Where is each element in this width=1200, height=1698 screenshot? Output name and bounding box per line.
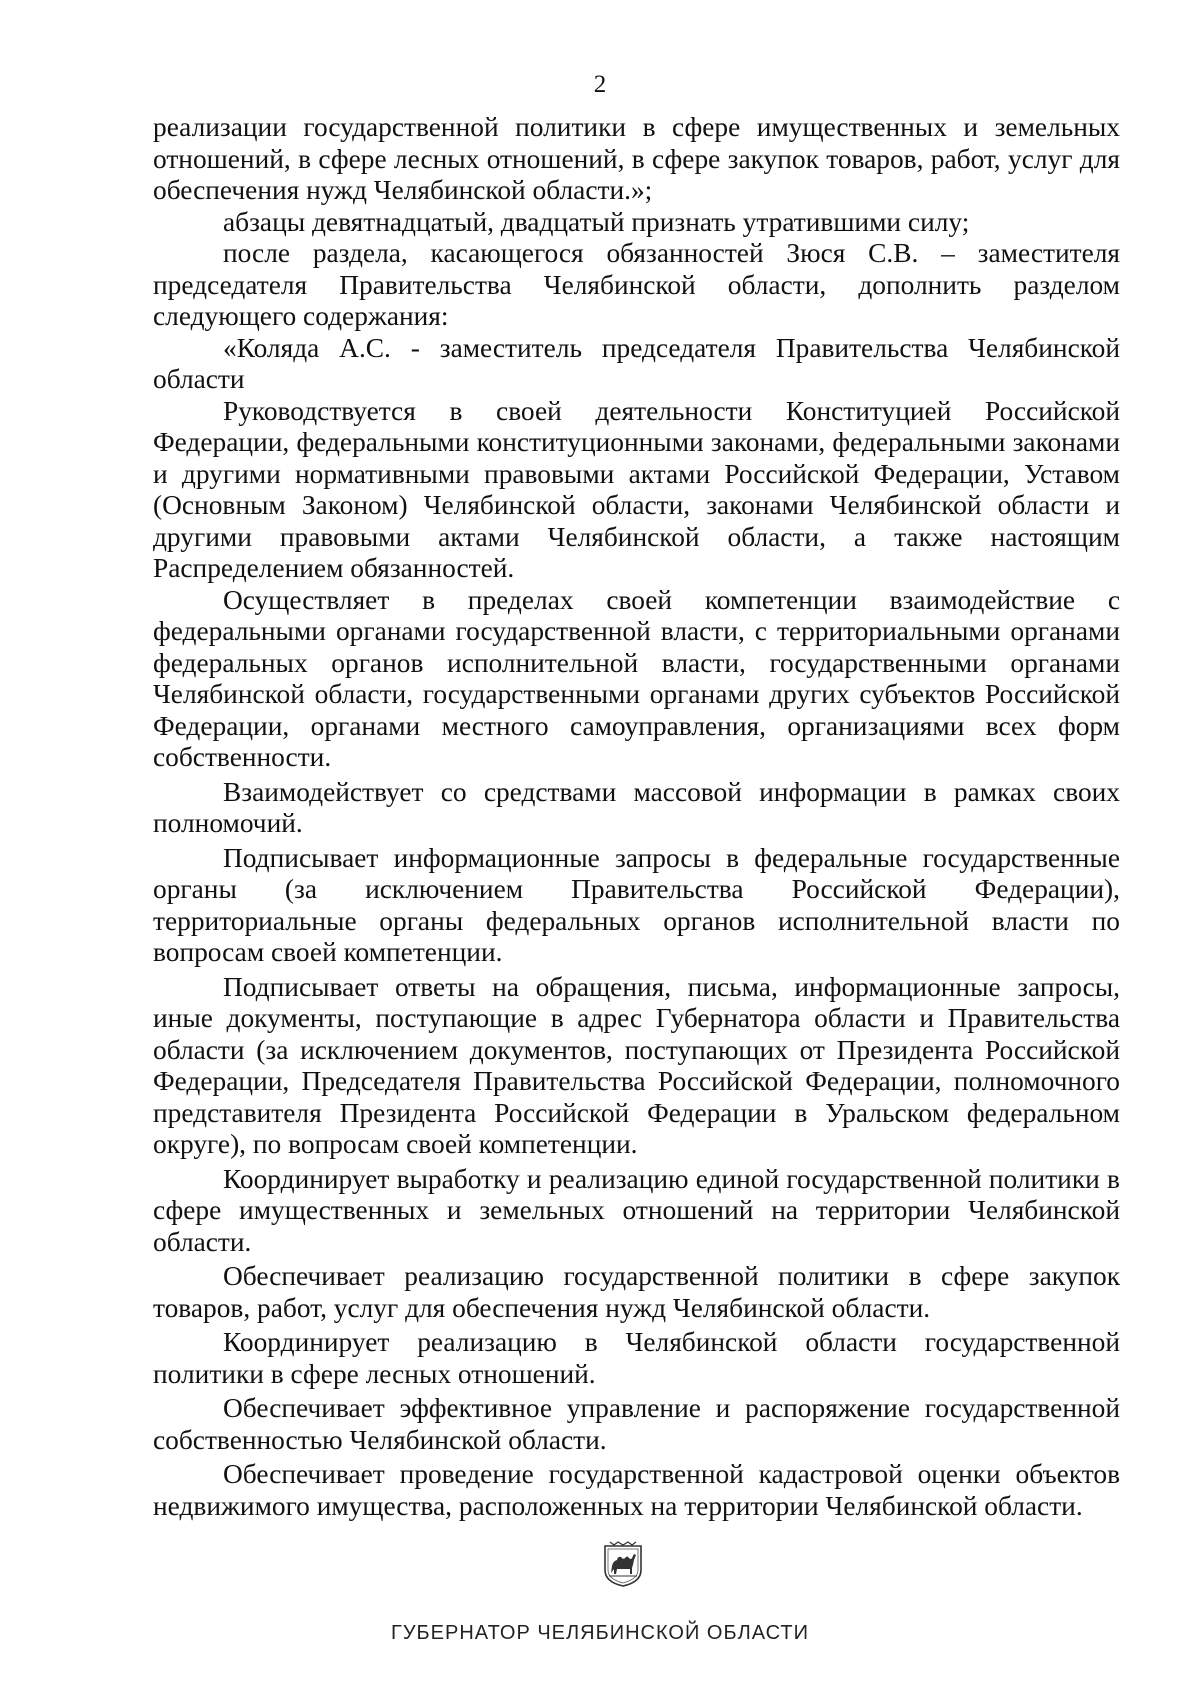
paragraph: Обеспечивает реализацию государственной политики в сфере закупок товаров, работ, услуг для обеспечения нужд Челябинской области.: [153, 1261, 1120, 1323]
paragraph: после раздела, касающегося обязанностей Зюся С.В. – заместителя председателя Правительства Челябинской области, дополнить разделом следующего содержания:: [153, 238, 1120, 331]
chelyabinsk-camel-emblem-icon: [601, 1540, 645, 1588]
page-number: 2: [593, 71, 607, 98]
document-body: [153, 112, 1120, 1522]
paragraph: Взаимодействует со средствами массовой информации в рамках своих полномочий.: [153, 776, 1120, 838]
section-heading: «Коляда А.С. - заместитель председателя Правительства Челябинской области: [153, 332, 1120, 394]
paragraph: Осуществляет в пределах своей компетенции взаимодействие с федеральными органами государственной власти, с территориальными органами федеральных органов исполнительной власти, государственными органами Челябинской области, государственными органами других субъектов Российской Федерации, органами местного самоуправления, организациями всех форм собственности.: [153, 584, 1120, 772]
paragraph: Координирует реализацию в Челябинской области государственной политики в сфере лесных отношений.: [153, 1327, 1120, 1389]
paragraph: Руководствуется в своей деятельности Конституцией Российской Федерации, федеральными конституционными законами, федеральными законами и другими нормативными правовыми актами Российской Федерации, Уставом (Основным Законом) Челябинской области, законами Челябинской области и другими правовыми актами Челябинской области, а также настоящим Распределением обязанностей.: [153, 395, 1120, 583]
paragraph: Обеспечивает проведение государственной кадастровой оценки объектов недвижимого имущества, расположенных на территории Челябинской области.: [153, 1459, 1120, 1521]
paragraph: Координирует выработку и реализацию единой государственной политики в сфере имущественных и земельных отношений на территории Челябинской области.: [153, 1163, 1120, 1257]
footer-title: ГУБЕРНАТОР ЧЕЛЯБИНСКОЙ ОБЛАСТИ: [391, 1622, 809, 1644]
paragraph: абзацы девятнадцатый, двадцатый признать утратившими силу;: [223, 206, 970, 237]
footer: [0, 1540, 1200, 1680]
paragraph: Подписывает информационные запросы в федеральные государственные органы (за исключением Правительства Российской Федерации), территориальные органы федеральных органов исполнительной власти по вопросам своей компетенции.: [153, 842, 1120, 967]
paragraph: Обеспечивает эффективное управление и распоряжение государственной собственностью Челябинской области.: [153, 1393, 1120, 1455]
paragraph-continuation: реализации государственной политики в сфере имущественных и земельных отношений, в сфере лесных отношений, в сфере закупок товаров, работ, услуг для обеспечения нужд Челябинской области.»;: [153, 112, 1120, 205]
paragraph: Подписывает ответы на обращения, письма, информационные запросы, иные документы, поступающие в адрес Губернатора области и Правительства области (за исключением документов, поступающих от Президента Российской Федерации, Председателя Правительства Российской Федерации, полномочного представителя Президента Российской Федерации в Уральском федеральном округе), по вопросам своей компетенции.: [153, 971, 1120, 1159]
